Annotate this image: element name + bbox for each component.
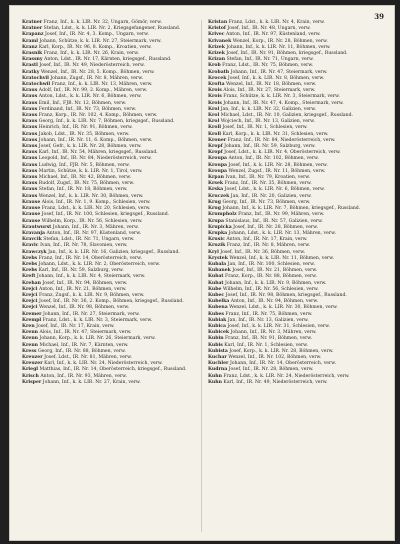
entry-details: Josef, Ldst., k. k. LIR. Nr. 6, Böhmen, verw. — [224, 187, 325, 193]
entry-name: Kranz — [22, 44, 38, 50]
entry-name: Krocek — [208, 75, 227, 81]
entry-details: Franz, Inf., k. k. LIR. Nr. 26, Krain, verw. — [43, 51, 139, 57]
entry-name: Kraus — [22, 156, 38, 162]
entry-name: Krol — [208, 106, 220, 112]
entry-name: Kubanek — [208, 268, 231, 274]
entry-name: Kratner — [22, 26, 43, 32]
entry-details: Josef, Inf., IR. Nr. 98, Böhmen, kriegsgef., Russland. — [225, 292, 347, 298]
entry-details: Franz, Schütze, k. k. LIR. Nr. 3, Steiermark, verw. — [223, 94, 340, 100]
entry-details: Franz, Ldst., k. k. LIR. Nr. 3, Steiermark, verw. — [42, 317, 153, 323]
entry-details: Anton, Inf., IR. Nr. 93, Mähren, verw. — [40, 373, 127, 379]
entry-name: Kroll — [208, 125, 221, 131]
entry-details: Franz, Inf., k. k. LIR. Nr. 32, Ungarn, Gömör, verw. — [43, 20, 162, 25]
entry-name: Krois — [208, 100, 222, 106]
entry-details: Franz, Inf., IR. Nr. 14, Oberösterreich, verw. — [38, 255, 143, 261]
entry-name: Kubec — [208, 292, 225, 298]
entry-name: Krsek — [208, 181, 224, 187]
entry-details: Karl, Inf., IR. Nr. 54, Mähren, kriegsgef., Russland. — [38, 150, 158, 156]
entry-name: Krusic — [208, 237, 225, 243]
entry-details: Anton, Ldst., k. k. LIR. Nr. 6, Böhmen, verw. — [38, 94, 142, 100]
entry-name: Krause — [22, 212, 41, 218]
entry-details: Johann, Inf., IR. Nr. 3, Mähren, verw. — [52, 224, 139, 230]
entry-details: Josef, Inf., IR. Nr. 21, Böhmen, verw. — [232, 268, 318, 274]
entry-details: Josef, Inf., IR. Nr. 100, Schlesien, kriegsgef., Russland. — [41, 212, 170, 218]
entry-details: Karl, Korp., IR. Nr. 96, 8. Komp., Kroatien, verw. — [38, 44, 152, 50]
entry-name: Kuhn — [208, 373, 222, 379]
entry-name: Krug — [208, 199, 221, 205]
entry-details: Stefan, Ldst., k. k. LIR. Nr. 2, Kriegsgefangener, Russland. — [43, 26, 181, 32]
entry-details: Johann, Inf., IR. Nr. 11, 6. Komp., Böhmen, verw. — [38, 137, 153, 143]
entry-name: Kubena — [208, 305, 228, 311]
entry-name: Kubica — [208, 323, 226, 329]
entry-name: Krenn — [22, 330, 39, 336]
entry-details: Anton, Inf., IR. Nr. 94, Böhmen, verw. — [230, 299, 319, 305]
entry-name: Kubat — [208, 274, 224, 280]
entry-name: Kubes — [208, 311, 224, 317]
entry-name: Kratochwil — [22, 82, 51, 88]
entry-name: Kremer — [22, 311, 42, 317]
right-column — [208, 20, 382, 386]
column-divider — [201, 20, 202, 532]
entry-name: Krawczyk — [22, 249, 47, 255]
entry-name: Kroupa — [208, 162, 228, 168]
entry-name: Krois — [208, 94, 222, 100]
entry-name: Kraus — [22, 150, 38, 156]
entry-details: Franz, Inf., IR. Nr. 75, Böhmen, verw. — [225, 311, 313, 317]
entry-details: Wenzel, Inf., k. k. LIR. Nr. 30, Böhmen, verw. — [38, 193, 144, 199]
entry-details: Ludwig, Inf., FJB. Nr. 5, Böhmen, verw. — [38, 162, 130, 168]
entry-name: Kraus — [22, 131, 38, 137]
entry-name: Krenn — [22, 336, 39, 342]
entry-details: Johann, Inf., k. k. LIR. Nr. 7, Böhmen, kriegsgef., Russland. — [222, 206, 361, 212]
entry-name: Kraus — [22, 168, 38, 174]
entry-details: Jan, Inf., k. k. LIR. Nr. 32, Galizien, verw. — [220, 106, 317, 112]
entry-details: Anton, Inf., IR. Nr. 97, Küstenland, verw. — [226, 32, 321, 38]
entry-name: Krupa — [208, 218, 224, 224]
entry-name: Kraus — [22, 193, 38, 199]
entry-details: Wenzel, Inf., k. k. LIR. Nr. 11, Böhmen, verw. — [229, 255, 335, 261]
entry-name: Kreuzer — [22, 361, 43, 367]
entry-details: Anton, Inf., IR. Nr. 102, Böhmen, verw. — [228, 156, 319, 162]
entry-name: Krivec — [208, 32, 225, 38]
entry-details: Franz, Ldst., k. k. LIR. Nr. 20, Schlesien, verw. — [41, 206, 151, 212]
entry-details: Johann, Inf., IR. Nr. 27, Steiermark, verw. — [43, 311, 140, 317]
entry-name: Kubin — [208, 336, 224, 342]
entry-name: Kreft — [22, 274, 36, 280]
entry-details: Wenzel, Inf., IR. Nr. 102, Böhmen, verw. — [228, 354, 322, 360]
entry-details: Rudolf, Zugsf., IR. Nr. 75, Böhmen, verw. — [38, 181, 135, 187]
entry-details: Karl, Korp., k. k. LIR. Nr. 31, Schlesien, verw. — [222, 131, 329, 137]
entry-details: Johann, Inf., IR. Nr. 3, Mähren, verw. — [230, 330, 317, 336]
entry-details: Martin, Schütze, k. k. LIR. Nr. 1, Tirol, verw. — [38, 168, 143, 174]
entry-name: Kraus — [22, 181, 38, 187]
entry-name: Krol — [208, 119, 220, 125]
entry-name: Krizek — [208, 44, 225, 50]
entry-name: Kristan — [208, 20, 228, 25]
entry-name: Kubis — [208, 342, 223, 348]
entry-name: Kraus — [22, 144, 38, 150]
entry-name: Kriegl — [22, 367, 39, 373]
entry-details: Franz, Inf., k. k. LIR. Nr. 13, Mähren, verw. — [51, 82, 153, 88]
entry-details: Ivan, Inf., IR. Nr. 79, Kroatien, verw. — [225, 175, 311, 181]
entry-details: Heinrich, Inf., IR. Nr. 91, Böhmen, verw. — [38, 125, 133, 131]
entry-details: Franz, Zugsf., k. k. LIR. Nr. 9, Böhmen, verw. — [39, 292, 145, 298]
entry-name: Krautwurst — [22, 224, 52, 230]
entry-details: Franz, Inf., IR. Nr. 99, Mähren, verw. — [238, 212, 325, 218]
entry-name: Krapanz — [22, 32, 44, 38]
entry-name: Krisper — [22, 379, 42, 385]
entry-details: Wenzel, Inf., IR. Nr. 98, Böhmen, verw. — [39, 305, 130, 311]
entry-details: Ivan, Inf., IR. Nr. 78, Slavonien, verw. — [40, 243, 128, 249]
entry-name: Krassny — [22, 57, 43, 63]
entry-details: Josef, Inf., k. k. LIR. Nr. 31, Schlesien, verw. — [227, 323, 330, 329]
entry-details: Jan, Inf., k. k. LIR. Nr. 16, Galizien, kriegsgef., Russland. — [48, 249, 180, 255]
entry-details: Josef, Inf., IR. Nr. 17, Krain, verw. — [36, 323, 115, 329]
list-entry — [22, 380, 196, 386]
entry-details: Josef, Ldst., k. k. LIR. Nr. 4, Oberösterreich, verw. — [224, 150, 341, 156]
entry-name: Kraml — [22, 38, 38, 44]
entry-details: Stefan, Inf., IR. Nr. 18, Böhmen, verw. — [38, 187, 128, 193]
entry-name: Krupka — [208, 230, 228, 236]
entry-details: Josef, Inf., IR. Nr. 48, Ungarn, verw. — [227, 26, 311, 32]
entry-name: Krejci — [22, 292, 38, 298]
entry-details: Josef, Inf., IR. Nr. 94, Böhmen, verw. — [42, 280, 128, 286]
entry-details: Anton, Inf., IR. Nr. 97, Küstenland, verw. — [46, 230, 142, 236]
entry-details: Franz, Korp., IR. Nr. 102, 4. Komp., Böhmen, verw. — [38, 113, 158, 119]
entry-name: Krupicka — [208, 224, 232, 230]
entry-details: Josef, Inf., IR. Nr. 28, Böhmen, verw. — [228, 367, 314, 373]
entry-details: Wenzel, Zugsf., IR. Nr. 11, Böhmen, verw. — [228, 168, 326, 174]
document-page — [10, 6, 394, 540]
entry-details: Jan, Inf., IR. Nr. 13, Galizien, verw. — [227, 317, 309, 323]
entry-details: Stefan, Ldst., IR. Nr. 71, Ungarn, verw. — [43, 237, 135, 243]
entry-name: Kubala — [208, 261, 227, 267]
entry-details: Ferdinand, Inf., IR. Nr. 73, Böhmen, verw. — [38, 106, 137, 112]
entry-name: Krehan — [22, 280, 41, 286]
entry-name: Kravanja — [22, 230, 46, 236]
entry-name: Kravcik — [22, 237, 42, 243]
entry-details: Josef, Inf., k. k. LIR. Nr. 28, Böhmen, verw. — [228, 162, 328, 168]
entry-details: Josef, Inf., IR. Nr. 1, Schlesien, verw. — [222, 125, 308, 131]
entry-details: Emil, Inf., FJB. Nr. 12, Böhmen, verw. — [38, 100, 127, 106]
entry-details: Johann, Inf., IR. Nr. 47, Steiermark, verw. — [230, 69, 328, 75]
entry-name: Kratochvil — [22, 75, 49, 81]
entry-name: Kratner — [22, 20, 43, 25]
left-column — [22, 20, 196, 386]
entry-name: Kress — [22, 348, 37, 354]
entry-details: Alois, Inf., IR. Nr. 1, 9. Komp., Schlesien, verw. — [41, 199, 151, 205]
entry-details: Johann, Inf., k. k. LIR. Nr. 11, Böhmen, verw. — [226, 44, 331, 50]
entry-name: Kreuzer — [22, 354, 43, 360]
entry-details: Matthias, Inf., IR. Nr. 14, Oberösterreich, kriegsgef., Russland. — [39, 367, 187, 373]
entry-details: Josef, Inf., k. k. LIR. Nr. 8, Böhmen, verw. — [227, 75, 325, 81]
entry-name: Kraus — [22, 162, 38, 168]
entry-details: Georg, Inf., IR. Nr. 73, Böhmen, verw. — [222, 199, 311, 205]
entry-details: Karl, Inf., k. k. LIR. Nr. 24, Niederösterreich, verw. — [44, 361, 163, 367]
entry-details: Karl, Inf., IR. Nr. 49, Niederösterreich, verw. — [223, 379, 328, 385]
entry-details: Wilhelm, Inf., IR. Nr. 56, Schlesien, verw. — [222, 286, 319, 292]
entry-name: Kraus — [22, 119, 38, 125]
entry-name: Krofta — [208, 82, 225, 88]
entry-details: Georg, Inf., IR. Nr. 88, Böhmen, verw. — [37, 348, 126, 354]
entry-details: Johann, Korp., k. k. LIR. Nr. 26, Steiermark, verw. — [39, 336, 156, 342]
entry-name: Kryl — [208, 249, 219, 255]
entry-name: Krumpholz — [208, 212, 237, 218]
entry-details: Josef, Gefr., k. k. LIR. Nr. 28, Böhmen, verw. — [38, 144, 142, 150]
entry-details: Leopold, Inf., IR. Nr. 84, Niederösterreich, verw. — [38, 156, 152, 162]
entry-name: Krejci — [22, 299, 38, 305]
entry-details: Franz, Korp., IR. Nr. 88, Böhmen, verw. — [225, 274, 318, 280]
entry-details: Georg, Inf., k. k. LIR. Nr. 7, Böhmen, kriegsgef., Russland. — [38, 119, 175, 125]
entry-name: Kuchler — [208, 361, 229, 367]
entry-name: Krivanek — [208, 38, 232, 44]
entry-details: Michael, Inf., IR. Nr. 42, Böhmen, verw. — [38, 175, 132, 181]
entry-details: Jan, Inf., IR. Nr. 100, Schlesien, verw. — [227, 261, 315, 267]
entry-name: Kuhn — [208, 379, 222, 385]
entry-name: Kratky — [22, 69, 40, 75]
entry-name: Krenn — [22, 342, 39, 348]
entry-name: Kruzik — [208, 243, 226, 249]
entry-name: Kraus — [22, 175, 38, 181]
entry-details: Johann, Inf., IR. Nr. 59, Salzburg, verw. — [224, 144, 316, 150]
entry-details: Wenzel, Inf., IR. Nr. 18, Böhmen, verw. — [226, 82, 317, 88]
list-entry — [208, 380, 382, 386]
entry-name: Kroner — [208, 137, 227, 143]
entry-name: Kroupa — [208, 156, 228, 162]
entry-details: Johann, Inf., k. k. LIR. Nr. 4, Steiermark, verw. — [36, 274, 146, 280]
entry-name: Kropf — [208, 144, 223, 150]
entry-details: Wenzel, Inf., IR. Nr. 28, 5. Komp., Böhmen, verw. — [40, 69, 155, 75]
entry-name: Kubiak — [208, 317, 227, 323]
entry-details: Karl, Inf., IR. Nr. 59, Salzburg, verw. — [38, 268, 124, 274]
entry-details: Johann, Inf., IR. Nr. 47, 4. Komp., Steiermark, verw. — [223, 100, 344, 106]
entry-details: Josef, Korp., k. k. LIR. Nr. 28, Böhmen, verw. — [229, 348, 334, 354]
entry-details: Adolf, Inf., IR. Nr. 99, 2. Komp., Mähren, verw. — [38, 88, 148, 94]
entry-name: Krska — [208, 187, 224, 193]
entry-name: Kren — [22, 323, 35, 329]
entry-details: Johann, Ldst., k. k. LIR. Nr. 2, Oberösterreich, verw. — [38, 261, 161, 267]
entry-name: Kravic — [22, 243, 39, 249]
entry-details: Alois, Inf., IR. Nr. 27, Steiermark, verw. — [223, 88, 316, 94]
entry-name: Kubat — [208, 280, 224, 286]
entry-name: Krol — [208, 113, 220, 119]
entry-details: Franz, Ldst., k. k. LIR. Nr. 4, Krain, verw. — [228, 20, 325, 25]
entry-details: Alois, Inf., IR. Nr. 47, Steiermark, verw. — [39, 330, 132, 336]
entry-name: Krobath — [208, 69, 230, 75]
entry-details: Johann, Ldst., k. k. LIR. Nr. 13, Mähren, verw. — [228, 230, 336, 236]
entry-name: Krasnik — [22, 51, 43, 57]
entry-details: Wojciech, Inf., IR. Nr. 13, Galizien, verw. — [220, 119, 315, 125]
entry-name: Krug — [208, 206, 221, 212]
entry-name: Kraus — [22, 113, 38, 119]
page-number: 39 — [374, 12, 384, 21]
entry-details: Stanislaus, Inf., IR. Nr. 57, Galizien, verw. — [225, 218, 323, 224]
entry-details: Wilhelm, Korp., IR. Nr. 56, Schlesien, verw. — [41, 218, 143, 224]
entry-name: Kubelka — [208, 299, 230, 305]
entry-name: Krastl — [22, 63, 38, 69]
entry-name: Kristof — [208, 26, 226, 32]
entry-details: Josef, Inf., IR. Nr. 36, 2. Komp., Böhmen, kriegsgef., Russland. — [39, 299, 184, 305]
entry-details: Josef, Inf., IR. Nr. 91, Böhmen, kriegsgef., Russland. — [226, 51, 348, 57]
entry-name: Krause — [22, 199, 41, 205]
entry-details: Johann, Schütze, k. k. LIR. Nr. 27, Steiermark, verw. — [39, 38, 162, 44]
entry-details: Stefan, Inf., IR. Nr. 71, Ungarn, verw. — [226, 57, 314, 63]
entry-name: Krizek — [208, 51, 225, 57]
entry-name: Kraus — [22, 187, 38, 193]
entry-details: Johann, Inf., k. k. LIR. Nr. 27, Krain, verw. — [42, 379, 141, 385]
entry-details: Josef, Ldst., IR. Nr. 81, Mähren, verw. — [44, 354, 132, 360]
entry-name: Krause — [22, 218, 41, 224]
entry-name: Krempl — [22, 317, 42, 323]
entry-name: Krejci — [22, 286, 38, 292]
entry-details: Jakob, Ldst., IR. Nr. 35, Böhmen, verw. — [38, 131, 130, 137]
entry-details: Franz, Inf., IR. Nr. 35, Böhmen, verw. — [224, 181, 312, 187]
entry-details: Anton, Inf., IR. Nr. 21, Böhmen, verw. — [39, 286, 127, 292]
entry-name: Kraus — [22, 88, 38, 94]
entry-name: Krebs — [22, 268, 38, 274]
entry-name: Krause — [22, 206, 41, 212]
entry-name: Krejci — [22, 305, 38, 311]
entry-name: Kuchar — [208, 354, 227, 360]
entry-name: Kubista — [208, 348, 228, 354]
entry-details: Josef, Inf., IR. Nr. 4, 3. Komp., Ungarn, verw. — [45, 32, 150, 38]
entry-details: Johann, Inf., k. k. LIR. Nr. 9, Böhmen, verw. — [225, 280, 327, 286]
entry-details: Anton, Ldst., IR. Nr. 17, Kärnten, kriegsgef., Russland. — [44, 57, 172, 63]
entry-name: Krebs — [22, 255, 38, 261]
entry-details: Franz, Inf., IR. Nr. 91, Böhmen, verw. — [225, 336, 313, 342]
entry-name: Krystek — [208, 255, 228, 261]
entry-details: Karl, Inf., IR. Nr. 1, Schlesien, verw. — [224, 342, 309, 348]
entry-name: Krob — [208, 63, 221, 69]
entry-details: Johann, Zugsf., IR. Nr. 8, Mähren, verw. — [50, 75, 144, 81]
entry-name: Krisch — [22, 373, 39, 379]
entry-name: Kropf — [208, 150, 223, 156]
entry-details: Anton, Inf., IR. Nr. 17, Krain, verw. — [226, 237, 308, 243]
entry-name: Krizan — [208, 57, 226, 63]
entry-name: Kroll — [208, 131, 221, 137]
entry-name: Kudrna — [208, 367, 228, 373]
entry-details: Josef, Inf., IR. Nr. 49, Niederösterreich, verw. — [39, 63, 145, 69]
entry-name: Krpan — [208, 175, 224, 181]
entry-name: Krois — [208, 88, 222, 94]
entry-details: Josef, Inf., IR. Nr. 36, Böhmen, verw. — [220, 249, 306, 255]
entry-name: Kroupa — [208, 168, 228, 174]
entry-details: Wenzel, Korp., IR. Nr. 28, Böhmen, verw. — [232, 38, 328, 44]
entry-details: Franz, Ldst., k. k. LIR. Nr. 24, Niederösterreich, verw. — [223, 373, 350, 379]
entry-details: Franz, Inf., IR. Nr. 8, Mähren, verw. — [226, 243, 311, 249]
entry-details: Josef, Inf., IR. Nr. 28, Böhmen, verw. — [233, 224, 318, 230]
entry-details: Franz, Ldst., IR. Nr. 75, Böhmen, verw. — [222, 63, 314, 69]
entry-name: Kraus — [22, 106, 38, 112]
entry-name: Kraus — [22, 137, 38, 143]
entry-details: Michael, Ldst., IR. Nr. 10, Galizien, kriegsgef., Russland. — [220, 113, 353, 119]
entry-name: Kube — [208, 286, 222, 292]
entry-details: Michael, Inf., IR. Nr. 7, Kärnten, verw. — [39, 342, 129, 348]
entry-name: Krebs — [22, 261, 38, 267]
entry-name: Kraus — [22, 125, 38, 131]
entry-name: Kubicek — [208, 330, 230, 336]
entry-details: Franz, Inf., IR. Nr. 84, Niederösterreich, verw. — [227, 137, 336, 143]
entry-details: Jan, Inf., IR. Nr. 20, Galizien, verw. — [230, 193, 312, 199]
entry-name: Kruczek — [208, 193, 230, 199]
entry-name: Kraus — [22, 100, 38, 106]
entry-details: Wenzel, Ldst., k. k. LIR. Nr. 30, Böhmen, verw. — [229, 305, 338, 311]
entry-details: Johann, Inf., IR. Nr. 14, Oberösterreich, verw. — [229, 361, 337, 367]
entry-name: Kraus — [22, 94, 38, 100]
